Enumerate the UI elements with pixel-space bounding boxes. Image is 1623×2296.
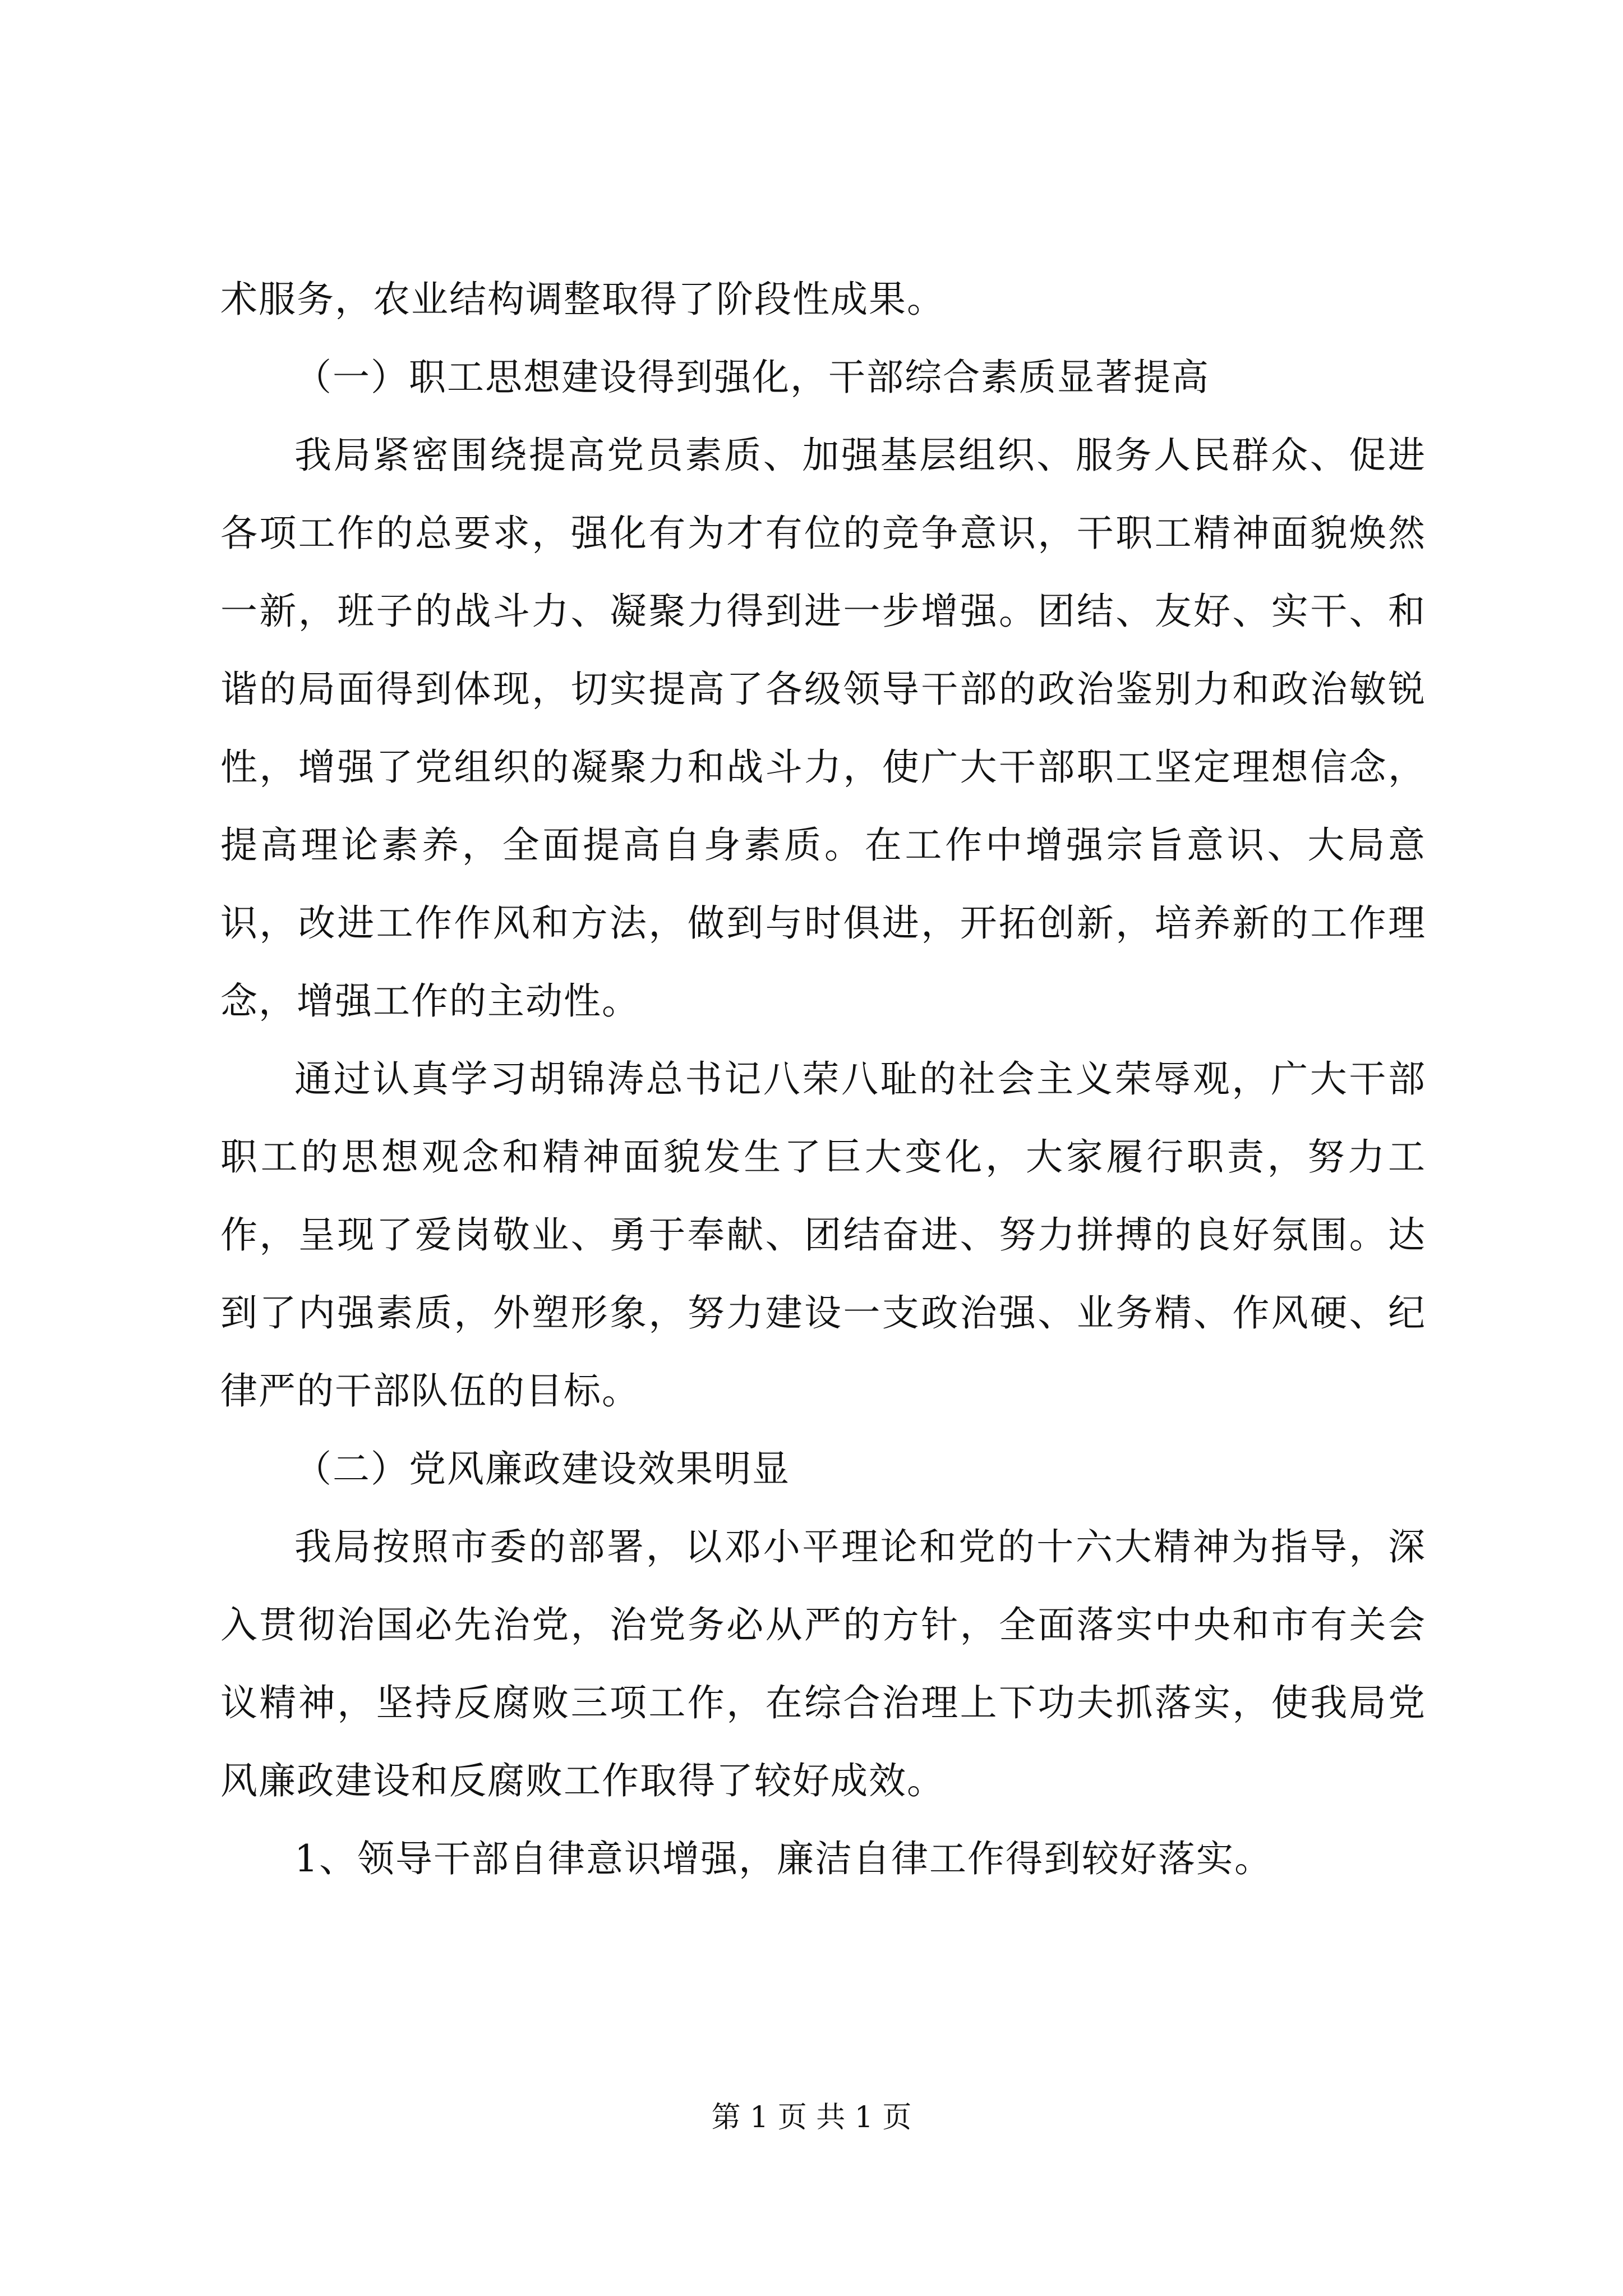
body-paragraph: 我局紧密围绕提高党员素质、加强基层组织、服务人民群众、促进各项工作的总要求，强化有为才有位的竞争意识，干职工精神面貌焕然一新，班子的战斗力、凝聚力得到进一步增强。团结、友好、实干、和谐的局面得到体现，切实提高了各级领导干部的政治鉴别力和政治敏锐性，增强了党组织的凝聚力和战斗力，使广大干部职工坚定理想信念，提高理论素养，全面提高自身素质。在工作中增强宗旨意识、大局意识，改进工作作风和方法，做到与时俱进，开拓创新，培养新的工作理念，增强工作的主动性。 bbox=[220, 434, 1426, 1023]
section-heading-1: （一）职工思想建设得到强化，干部综合素质显著提高 bbox=[294, 356, 1210, 399]
body-paragraph: 通过认真学习胡锦涛总书记八荣八耻的社会主义荣辱观，广大干部职工的思想观念和精神面貌发生了巨大变化，大家履行职责，努力工作，呈现了爱岗敬业、勇于奉献、团结奋进、努力拼搏的良好氛围。达到了内强素质，外塑形象，努力建设一支政治强、业务精、作风硬、纪律严的干部队伍的目标。 bbox=[220, 1057, 1426, 1412]
continuation-paragraph: 术服务，农业结构调整取得了阶段性成果。 bbox=[220, 278, 945, 321]
body-paragraph: 我局按照市委的部署，以邓小平理论和党的十六大精神为指导，深入贯彻治国必先治党，治党务必从严的方针，全面落实中央和市有关会议精神，坚持反腐败三项工作，在综合治理上下功夫抓落实，使我局党风廉政建设和反腐败工作取得了较好成效。 bbox=[220, 1525, 1426, 1802]
page-footer: 第 1 页 共 1 页 bbox=[711, 2101, 912, 2134]
document-body bbox=[220, 260, 1426, 1898]
numbered-paragraph: 1、领导干部自律意识增强，廉洁自律工作得到较好落实。 bbox=[294, 1837, 1272, 1880]
section-heading-2: （二）党风廉政建设效果明显 bbox=[294, 1447, 790, 1490]
